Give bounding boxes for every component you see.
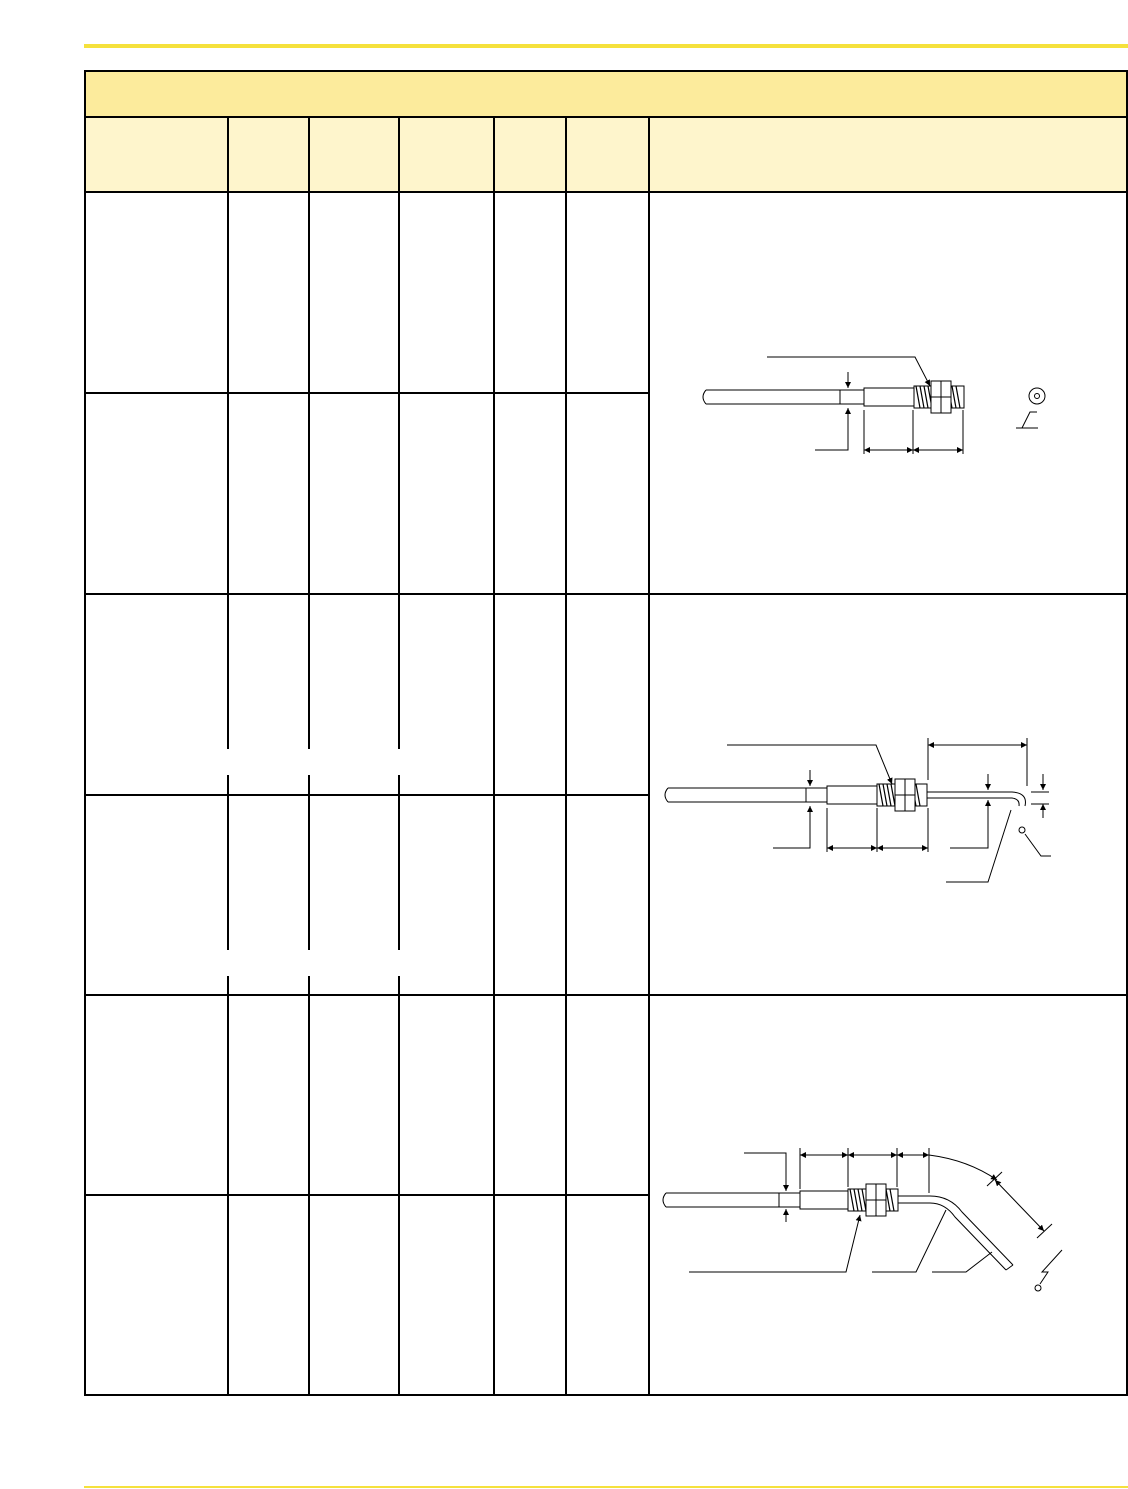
diagram-bent-tip-probe bbox=[665, 738, 1051, 882]
diagram-45-degree-bend-probe bbox=[663, 1148, 1062, 1291]
diagram-straight-probe bbox=[703, 357, 1045, 454]
table-title-band bbox=[85, 71, 1127, 117]
table-grid bbox=[85, 71, 1127, 1395]
table-header-row bbox=[85, 117, 1127, 192]
